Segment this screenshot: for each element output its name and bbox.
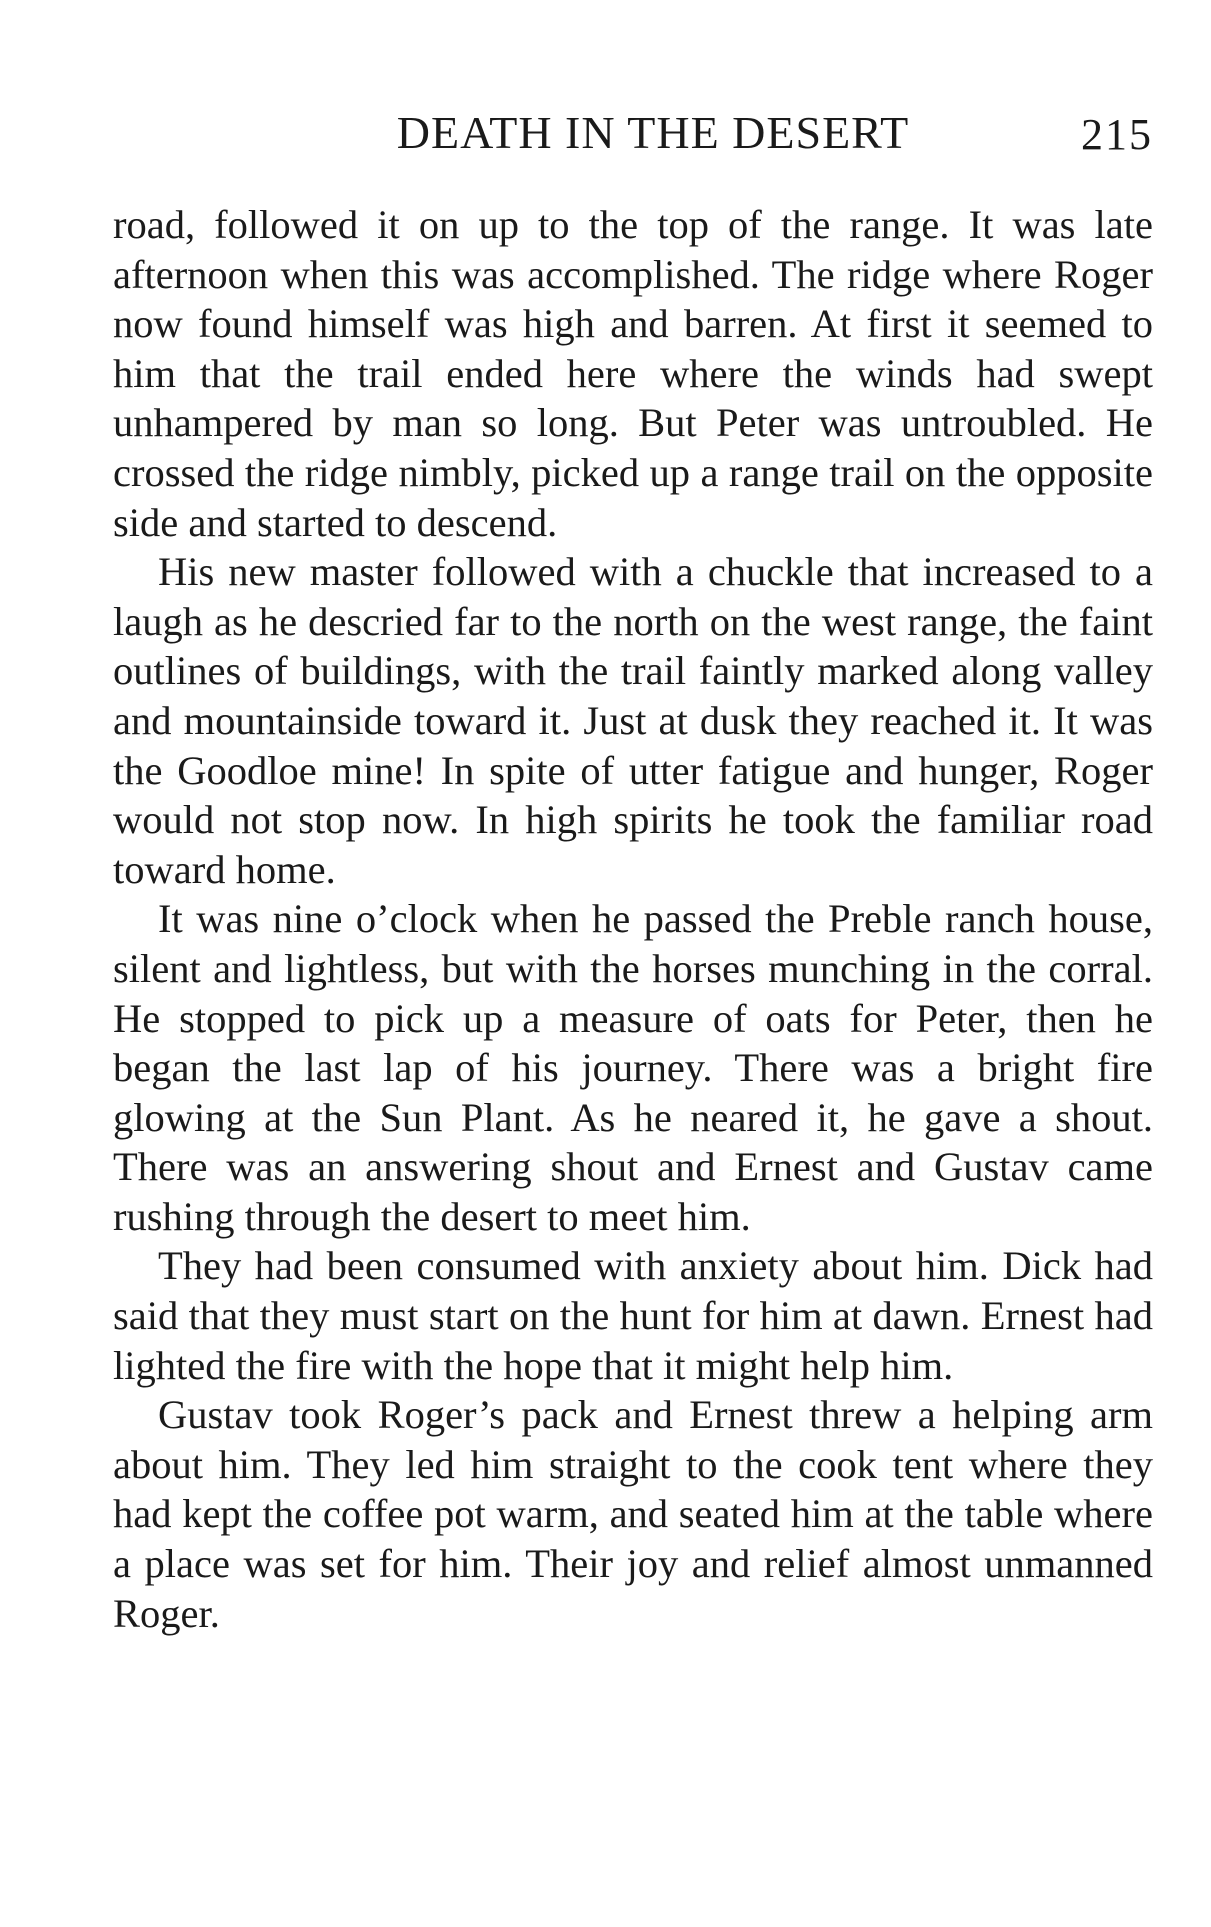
paragraph-3: It was nine o’clock when he passed the Preble ranch house, silent and lightless, but with the horses munching in the corral. He stopped to pick up a measure of oats for Peter, then he began the last lap of his journey. There was a bright fire glowing at the Sun Plant. As he neared it, he gave a shout. There was an answering shout and Ernest and Gustav came rushing through the desert to meet him. — [113, 896, 1153, 1239]
paragraph-2: His new master followed with a chuckle that increased to a laugh as he descried far to the north on the west range, the faint outlines of buildings, with the trail faintly marked along valley and mountainside toward it. Just at dusk they reached it. It was the Goodloe mine! In spite of utter fatigue and hunger, Roger would not stop now. In high spirits he took the familiar road toward home. — [113, 549, 1153, 892]
running-title: DEATH IN THE DESERT — [396, 107, 910, 158]
body-text — [113, 200, 1153, 1638]
running-head — [113, 98, 1153, 168]
paragraph-4: They had been consumed with anxiety about him. Dick had said that they must start on the hunt for him at dawn. Ernest had lighted the fire with the hope that it might help him. — [113, 1243, 1153, 1388]
paragraph-1: road, followed it on up to the top of the range. It was late afternoon when this was accomplished. The ridge where Roger now found himself was high and barren. At first it seemed to him that the trail ended here where the winds had swept unhampered by man so long. But Peter was untroubled. He crossed the ridge nimbly, picked up a range trail on the opposite side and started to descend. — [113, 202, 1153, 545]
paragraph-5: Gustav took Roger’s pack and Ernest threw a helping arm about him. They led him straight to the cook tent where they had kept the coffee pot warm, and seated him at the table where a place was set for him. Their joy and relief almost unmanned Roger. — [113, 1392, 1153, 1636]
page-number: 215 — [1081, 110, 1153, 159]
